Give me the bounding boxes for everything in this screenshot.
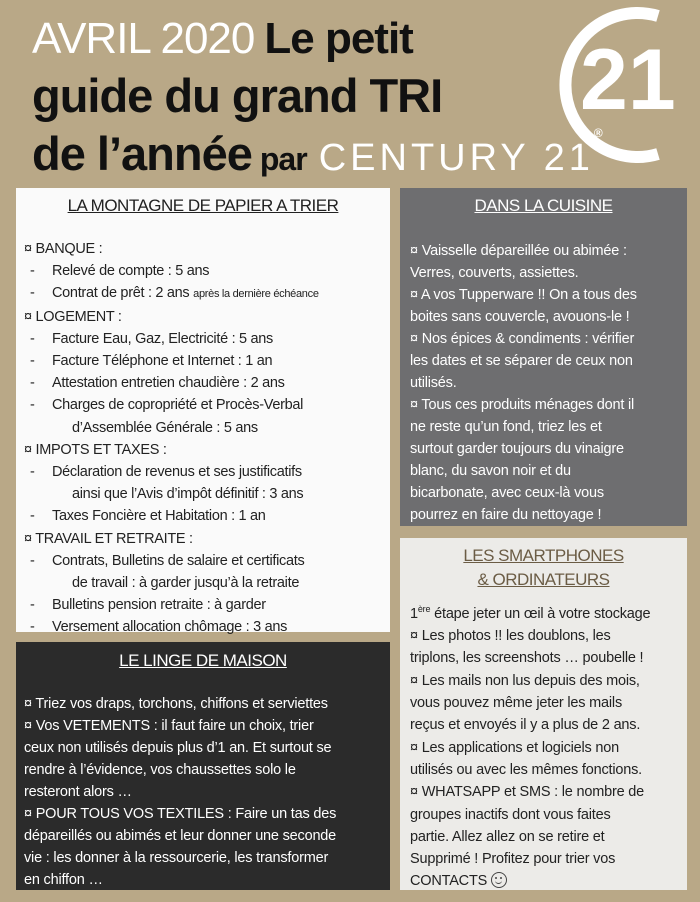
- paper-item: [24, 461, 390, 483]
- logo-number: 21: [580, 32, 676, 128]
- paper-item-text: Bulletins pension retraite : à garder: [52, 597, 266, 614]
- paper-item: [24, 483, 390, 505]
- paper-item: [24, 572, 390, 594]
- paper-item: [24, 550, 390, 572]
- cuisine-line: surtout garder toujours du vinaigre: [410, 441, 624, 457]
- linge-text: [24, 693, 384, 891]
- linge-box: [16, 642, 390, 890]
- linge-title: LE LINGE DE MAISON: [119, 651, 287, 670]
- linge-line: ceux non utilisés depuis plus d’1 an. Et surtout se: [24, 740, 332, 756]
- cuisine-line: bicarbonate, avec ceux-là vous: [410, 485, 604, 501]
- paper-item: [24, 282, 390, 305]
- paper-item-text: Charges de copropriété et Procès-Verbal: [52, 397, 304, 414]
- month-label: AVRIL 2020: [32, 14, 255, 63]
- linge-line: ¤ Triez vos draps, torchons, chiffons et serviettes: [24, 696, 328, 712]
- smart-line: ¤ WHATSAPP et SMS : le nombre de: [410, 784, 645, 801]
- cuisine-line: boites sans couvercle, avouons-le !: [410, 309, 630, 325]
- cuisine-text: [410, 240, 682, 526]
- cuisine-line: ¤ Vaisselle dépareillée ou abimée :: [410, 243, 627, 259]
- paper-box: [16, 188, 390, 636]
- paper-item: [24, 260, 390, 282]
- first-sup: ère: [417, 604, 431, 614]
- paper-item: [24, 417, 390, 439]
- paper-item: [24, 394, 390, 416]
- paper-item-text: ¤ BANQUE :: [24, 241, 103, 257]
- paper-item-text: Attestation entretien chaudière : 2 ans: [52, 375, 285, 392]
- paper-item-note: après la dernière échéance: [193, 288, 319, 301]
- paper-item-text: ¤ TRAVAIL ET RETRAITE :: [24, 530, 193, 547]
- cuisine-line: pourrez en faire du nettoyage !: [410, 507, 602, 523]
- smart-line: utilisés ou avec les mêmes fonctions.: [410, 761, 642, 778]
- linge-line: ¤ POUR TOUS VOS TEXTILES : Faire un tas des: [24, 806, 337, 822]
- cuisine-line: blanc, du savon noir et du: [410, 463, 571, 479]
- paper-item-text: ainsi que l’Avis d’impôt définitif : 3 ans: [72, 486, 304, 503]
- smart-box: [400, 538, 687, 890]
- paper-item-text: Relevé de compte : 5 ans: [52, 263, 210, 280]
- cuisine-line: les dates et se séparer de ceux non: [410, 353, 633, 369]
- cuisine-title: DANS LA CUISINE: [474, 196, 613, 215]
- paper-item-text: ¤ IMPOTS ET TAXES :: [24, 441, 167, 458]
- contacts-text: CONTACTS: [410, 873, 488, 890]
- smart-title-line-1: LES SMARTPHONES: [463, 546, 624, 565]
- cuisine-box: [400, 188, 687, 526]
- smart-last-line: [410, 870, 682, 892]
- cuisine-line: utilisés.: [410, 375, 457, 391]
- paper-item-text: Déclaration de revenus et ses justificatifs: [52, 464, 302, 481]
- first-num: 1: [410, 605, 418, 622]
- smart-line: partie. Allez allez on se retire et: [410, 828, 605, 845]
- par-label: par: [259, 141, 307, 177]
- linge-line: rendre à l’évidence, vos chaussettes solo le: [24, 762, 296, 778]
- smart-line: ¤ Les applications et logiciels non: [410, 739, 620, 756]
- paper-item: [24, 594, 390, 616]
- cuisine-line: Verres, couverts, assiettes.: [410, 265, 579, 281]
- smart-line: groupes inactifs dont vous faites: [410, 806, 611, 823]
- paper-category: [24, 439, 390, 461]
- paper-item: [24, 372, 390, 394]
- smart-text: [410, 598, 682, 893]
- paper-item-text: ¤ LOGEMENT :: [24, 308, 122, 325]
- paper-list: [24, 238, 390, 639]
- paper-item-text: de travail : à garder jusqu’à la retraite: [72, 575, 300, 592]
- linge-line: dépareillés ou abimés et leur donner une seconde: [24, 828, 337, 844]
- paper-item: [24, 616, 390, 638]
- smart-first-line: [410, 598, 682, 625]
- century21-logo: [540, 4, 696, 164]
- linge-line: vie : les donner à la ressourcerie, les transformer: [24, 850, 329, 866]
- smart-line: reçus et envoyés il y a plus de 2 ans.: [410, 717, 641, 734]
- cuisine-line: ¤ Tous ces produits ménages dont il: [410, 397, 635, 413]
- title-line-3: [32, 126, 602, 181]
- first-rest: étape jeter un œil à votre stockage: [430, 605, 651, 622]
- paper-item: [24, 505, 390, 527]
- title-part-3: de l’année: [32, 127, 252, 180]
- paper-item-text: Facture Eau, Gaz, Electricité : 5 ans: [52, 330, 273, 347]
- linge-line: ¤ Vos VETEMENTS : il faut faire un choix, trier: [24, 718, 314, 734]
- smart-line: Supprimé ! Profitez pour trier vos: [410, 851, 616, 868]
- brand-name: CENTURY 21: [318, 137, 594, 179]
- paper-title: LA MONTAGNE DE PAPIER A TRIER: [67, 196, 339, 215]
- cuisine-line: ne reste qu’un fond, triez les et: [410, 419, 602, 435]
- paper-item-text: Versement allocation chômage : 3 ans: [52, 619, 288, 636]
- paper-category: [24, 306, 390, 328]
- smiley-icon: [491, 872, 507, 888]
- linge-line: resteront alors …: [24, 784, 132, 800]
- paper-item-text: Taxes Foncière et Habitation : 1 an: [52, 508, 266, 525]
- title-line-1: [32, 14, 413, 64]
- paper-category: [24, 238, 390, 260]
- paper-category: [24, 528, 390, 550]
- smart-line: ¤ Les mails non lus depuis des mois,: [410, 672, 640, 689]
- linge-line: en chiffon …: [24, 872, 103, 888]
- paper-item: [24, 350, 390, 372]
- registered-mark: ®: [593, 126, 602, 140]
- smart-title-line-2: & ORDINATEURS: [477, 570, 610, 589]
- title-line-2: guide du grand TRI: [32, 69, 443, 122]
- smart-title: [400, 538, 687, 592]
- smart-line: ¤ Les photos !! les doublons, les: [410, 628, 611, 645]
- smart-line: triplons, les screenshots … poubelle !: [410, 650, 644, 667]
- paper-item: [24, 328, 390, 350]
- paper-item-text: Facture Téléphone et Internet : 1 an: [52, 353, 273, 370]
- title-part-1: Le petit: [264, 14, 413, 63]
- cuisine-line: ¤ Nos épices & condiments : vérifier: [410, 331, 635, 347]
- cuisine-line: ¤ A vos Tupperware !! On a tous des: [410, 287, 637, 303]
- paper-item-text: Contrats, Bulletins de salaire et certificats: [52, 552, 305, 569]
- header: [0, 0, 700, 190]
- paper-item-text: d’Assemblée Générale : 5 ans: [72, 419, 258, 436]
- smart-line: vous pouvez même jeter les mails: [410, 695, 622, 712]
- paper-item-text: Contrat de prêt : 2 ans: [52, 285, 190, 302]
